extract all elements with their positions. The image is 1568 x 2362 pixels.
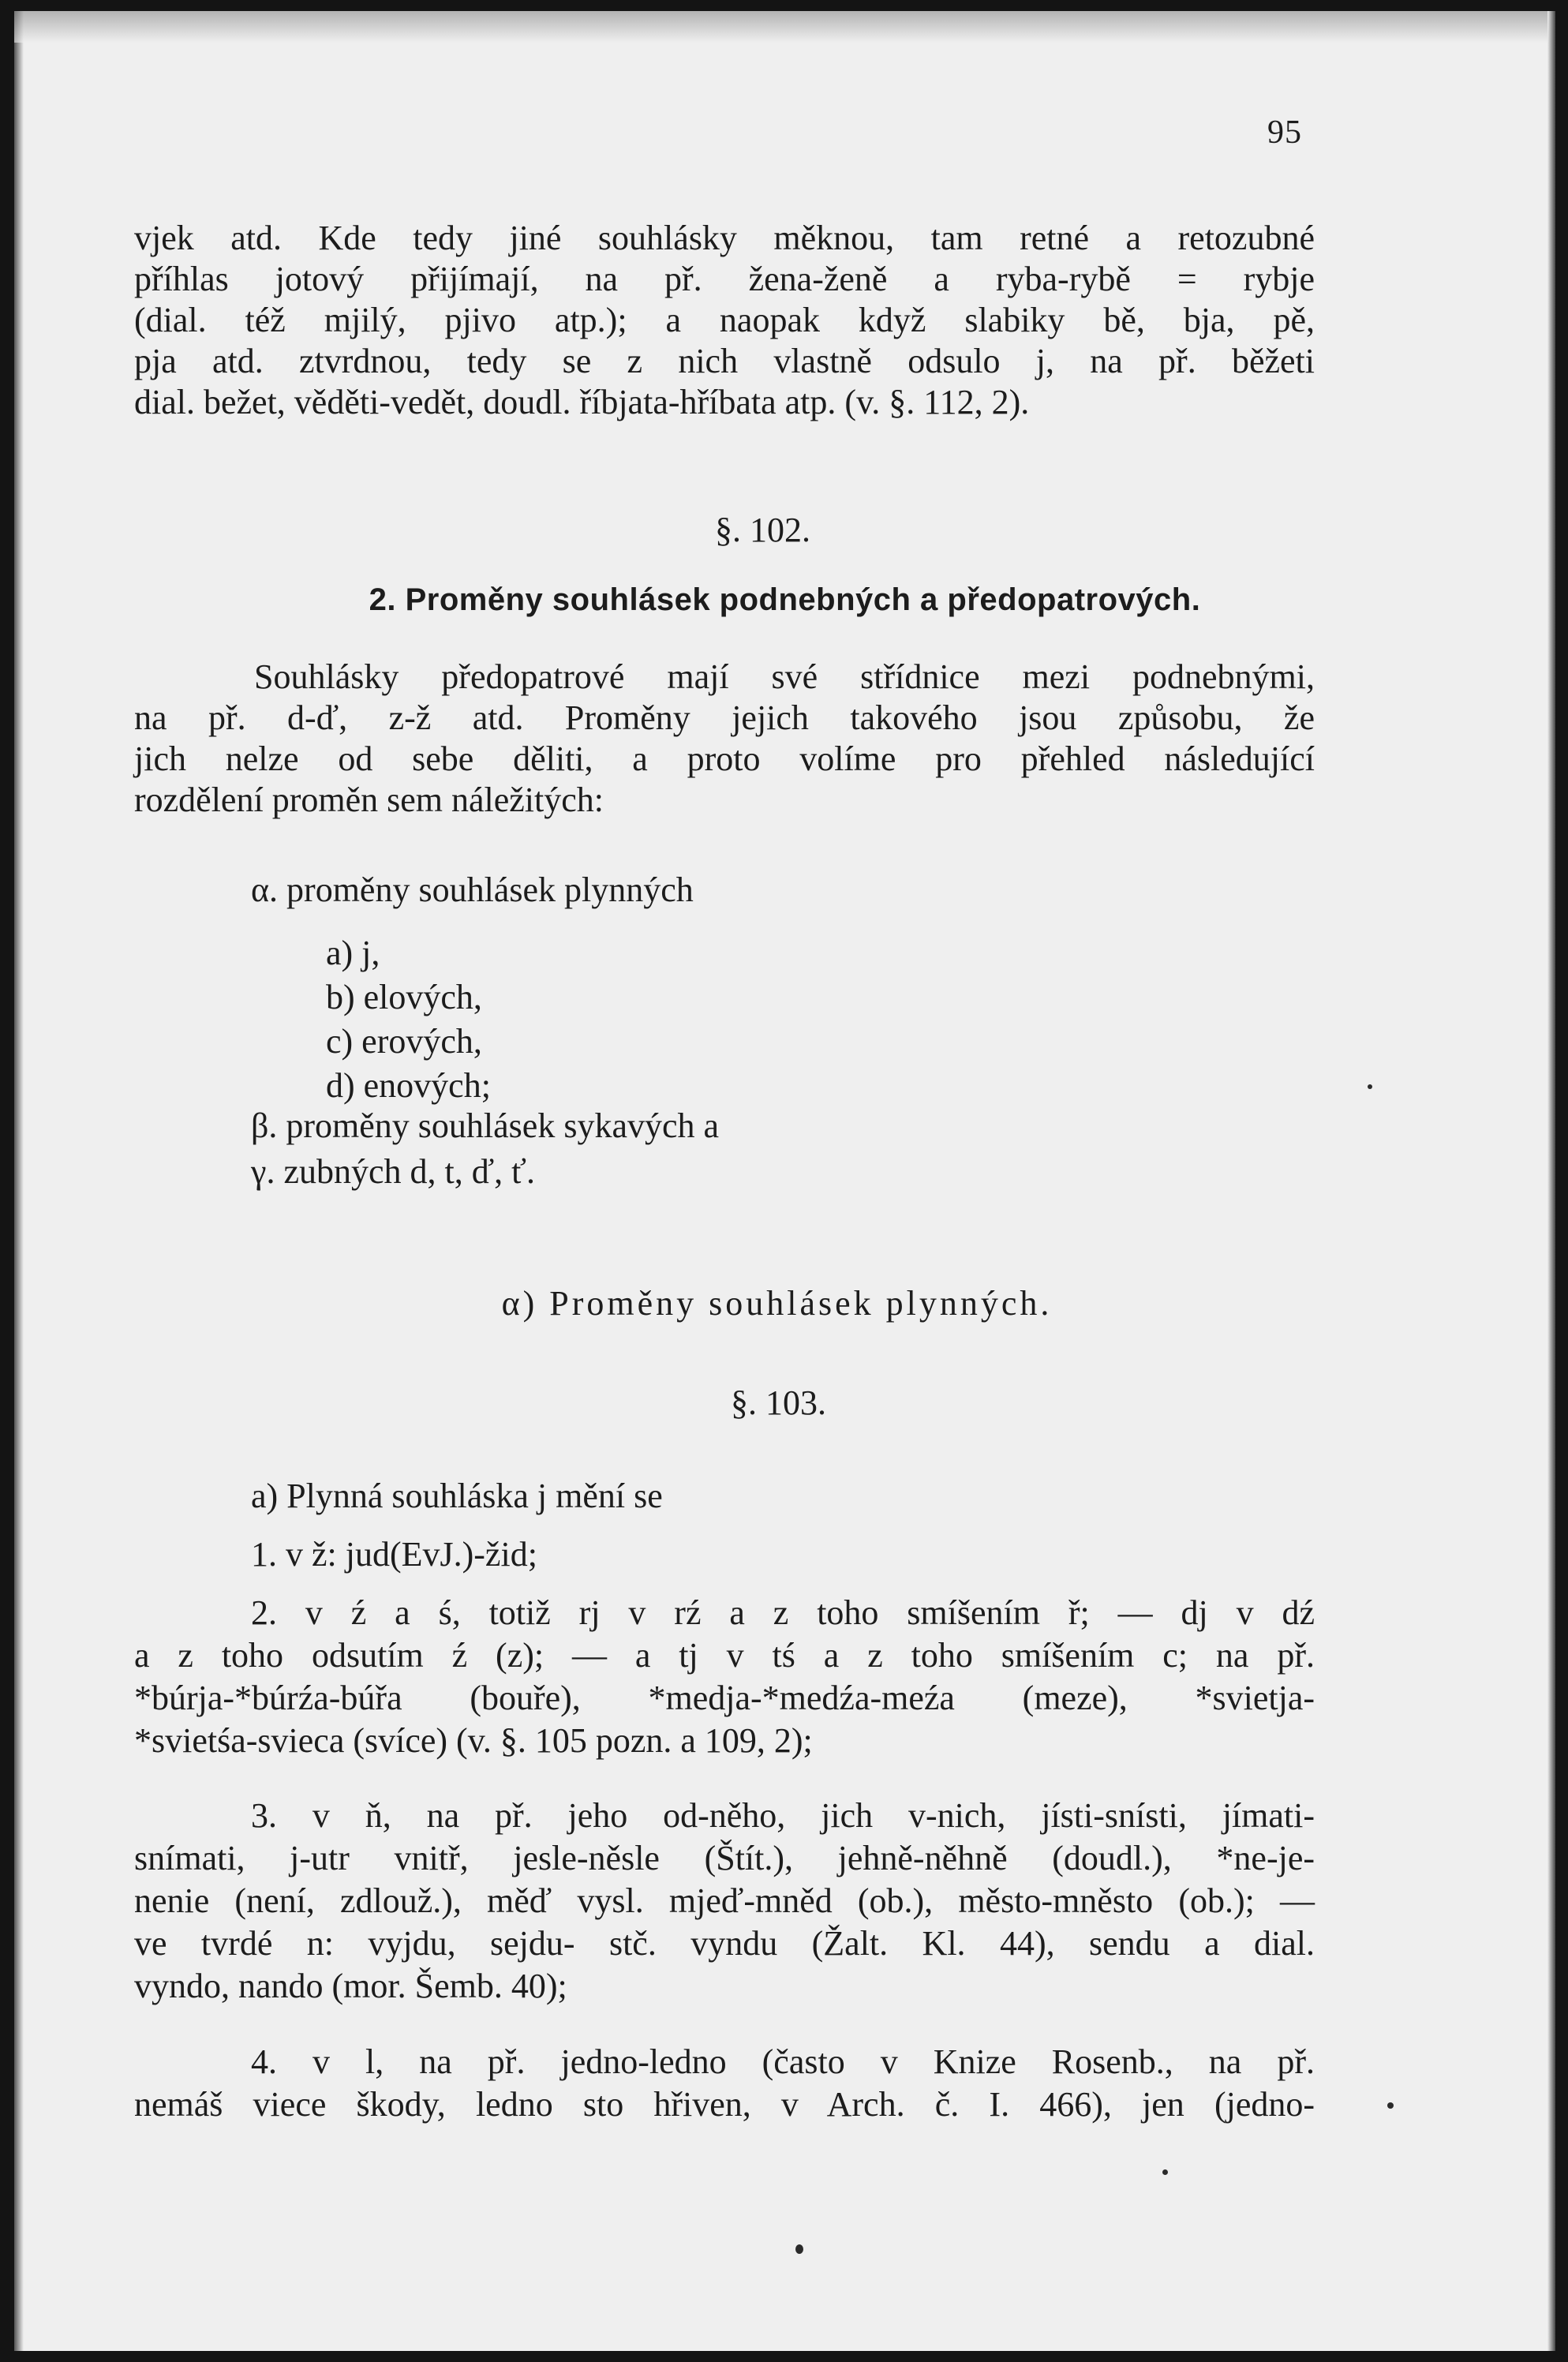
list-item-alpha: α. proměny souhlásek plynných <box>251 870 694 909</box>
section-heading: 2. Proměny souhlásek podnebných a předopatrových. <box>369 582 1201 617</box>
text-line: Souhlásky předopatrové mají své střídnice mezi podnebnými, <box>254 657 1315 696</box>
numbered-item-3 <box>134 1795 1315 2008</box>
list-item: c) erových, <box>326 1022 482 1061</box>
text-line: na př. d-ď, z-ž atd. Proměny jejich takového jsou způsobu, že <box>134 698 1315 737</box>
text-line: jich nelze od sebe děliti, a proto volíme pro přehled následující <box>134 739 1315 778</box>
list-item: b) elových, <box>326 978 482 1016</box>
text-line: 3. v ň, na př. jeho od-něho, jich v-nich, jísti-snísti, jímati- <box>251 1796 1315 1835</box>
text-line: *búrja-*búrźa-búřa (bouře), *medja-*medźa-meźa (meze), *svietja- <box>134 1679 1315 1717</box>
print-speck <box>1368 1084 1372 1089</box>
text-line: dial. bežet, věděti-vedět, doudl. říbjata-hříbata atp. (v. §. 112, 2). <box>134 383 1030 421</box>
subsection-heading: α) Proměny souhlásek plynných. <box>501 1284 1053 1323</box>
section-number: §. 102. <box>715 511 810 549</box>
text-line: snímati, j-utr vnitř, jesle-něsle (Štít.), jehně-něhně (doudl.), *ne-je- <box>134 1839 1315 1877</box>
section-number: §. 103. <box>731 1383 826 1422</box>
paragraph-a: a) Plynná souhláska j mění se <box>251 1477 663 1515</box>
numbered-item-1: 1. v ž: jud(EvJ.)-žid; <box>251 1535 537 1574</box>
text-line: (dial. též mjilý, pjivo atp.); a naopak když slabiky bě, bja, pě, <box>134 301 1315 339</box>
page-shadow-top <box>14 11 1555 43</box>
text-line: a z toho odsutím ź (z); — a tj v tś a z toho smíšením c; na př. <box>134 1636 1315 1675</box>
print-speck <box>1162 2169 1168 2175</box>
paragraph-intro <box>134 218 1315 423</box>
list-item: d) enových; <box>326 1066 491 1105</box>
page-edge-right <box>1547 11 1555 2351</box>
text-line: nenie (není, zdlouž.), měď vysl. mjeď-mněd (ob.), město-mněsto (ob.); — <box>134 1881 1315 1920</box>
text-line: *svietśa-svieca (svíce) (v. §. 105 pozn. a 109, 2); <box>134 1721 813 1760</box>
page-number: 95 <box>1267 114 1302 151</box>
text-line: rozdělení proměn sem náležitých: <box>134 780 604 819</box>
print-speck <box>1387 2102 1394 2109</box>
numbered-item-4 <box>134 2041 1315 2126</box>
sub-list <box>326 931 491 1108</box>
list-item-gamma: γ. zubných d, t, ď, ť. <box>251 1152 535 1191</box>
list-beta-gamma <box>251 1103 719 1195</box>
text-line: vjek atd. Kde tedy jiné souhlásky měknou, tam retné a retozubné <box>134 219 1315 257</box>
text-line: pja atd. ztvrdnou, tedy se z nich vlastně odsulo j, na př. běžeti <box>134 342 1315 380</box>
text-line: 2. v ź a ś, totiž rj v rź a z toho smíšením ř; — dj v dź <box>251 1593 1315 1632</box>
text-line: nemáš viece škody, ledno sto hřiven, v Arch. č. I. 466), jen (jedno- <box>134 2085 1315 2124</box>
book-page <box>14 11 1555 2351</box>
text-line: ve tvrdé n: vyjdu, sejdu- stč. vyndu (Žalt. Kl. 44), sendu a dial. <box>134 1924 1315 1963</box>
list-item: a) j, <box>326 934 380 972</box>
print-speck <box>795 2244 803 2254</box>
page-shadow-left <box>14 11 24 2351</box>
paragraph-section-102 <box>134 657 1315 821</box>
text-line: 4. v l, na př. jedno-ledno (často v Knize Rosenb., na př. <box>251 2042 1315 2081</box>
numbered-item-2 <box>134 1592 1315 1762</box>
text-line: vyndo, nando (mor. Šemb. 40); <box>134 1967 567 2005</box>
list-item-beta: β. proměny souhlásek sykavých a <box>251 1106 720 1145</box>
text-line: příhlas jotový přijímají, na př. žena-ženě a ryba-rybě = rybje <box>134 260 1315 298</box>
